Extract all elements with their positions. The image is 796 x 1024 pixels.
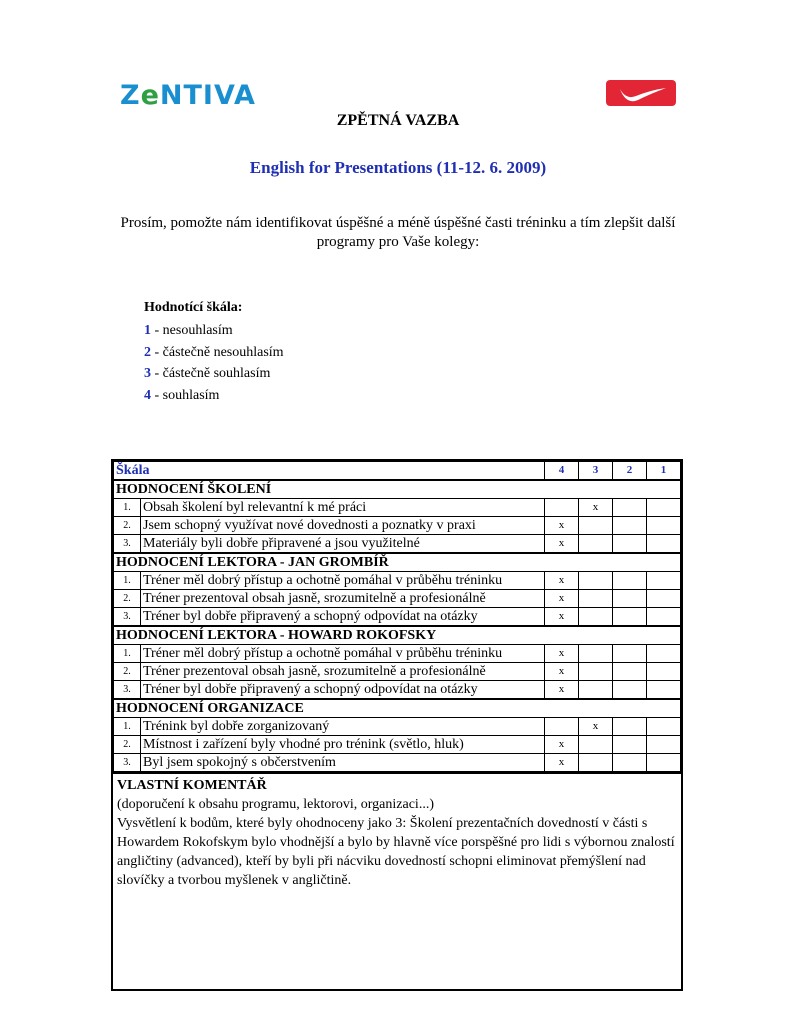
rating-cell-4[interactable]: x [545,754,579,772]
rating-cell-1[interactable] [647,718,681,736]
scale-column-label: Škála [114,462,545,481]
table-row [114,517,681,535]
question-text: Tréner měl dobrý přístup a ochotně pomáhal v průběhu tréninku [141,645,545,663]
question-text: Materiály byli dobře připravené a jsou využitelné [141,535,545,554]
table-row [114,736,681,754]
row-number: 3. [114,608,141,627]
scale-item: 1 - nesouhlasím [144,323,233,338]
question-text: Obsah školení byl relevantní k mé práci [141,499,545,517]
row-number: 2. [114,517,141,535]
rating-cell-2[interactable] [613,718,647,736]
section-title: HODNOCENÍ LEKTORA - JAN GROMBÍŘ [114,553,681,572]
rating-cell-3[interactable] [579,608,613,627]
question-text: Tréner byl dobře připravený a schopný odpovídat na otázky [141,608,545,627]
rating-cell-2[interactable] [613,754,647,772]
rating-cell-3[interactable] [579,590,613,608]
rating-cell-1[interactable] [647,645,681,663]
rating-cell-2[interactable] [613,499,647,517]
rating-header-4: 4 [545,462,579,481]
row-number: 2. [114,736,141,754]
rating-cell-3[interactable] [579,663,613,681]
question-text: Tréner prezentoval obsah jasně, srozumitelně a profesionálně [141,663,545,681]
rating-cell-4[interactable]: x [545,517,579,535]
table-row [114,590,681,608]
table-row [114,718,681,736]
rating-header-3: 3 [579,462,613,481]
rating-cell-3[interactable] [579,535,613,554]
rating-cell-2[interactable] [613,572,647,590]
row-number: 1. [114,572,141,590]
rating-cell-3[interactable] [579,736,613,754]
table-row [114,608,681,627]
row-number: 3. [114,754,141,772]
rating-header-2: 2 [613,462,647,481]
question-text: Byl jsem spokojný s občerstvením [141,754,545,772]
scale-item: 4 - souhlasím [144,387,220,403]
rating-cell-2[interactable] [613,663,647,681]
rating-cell-2[interactable] [613,608,647,627]
rating-cell-4[interactable]: x [545,535,579,554]
rating-cell-2[interactable] [613,681,647,700]
rating-cell-3[interactable] [579,754,613,772]
rating-cell-2[interactable] [613,736,647,754]
section-header-row [114,626,681,645]
rating-cell-2[interactable] [613,535,647,554]
rating-cell-1[interactable] [647,572,681,590]
rating-cell-3[interactable] [579,572,613,590]
rating-cell-2[interactable] [613,590,647,608]
table-row [114,645,681,663]
rating-cell-1[interactable] [647,590,681,608]
page-subtitle: English for Presentations (11-12. 6. 2009) [249,158,547,177]
page-title: ZPĚTNÁ VAZBA [336,112,460,129]
table-row [114,754,681,772]
feedback-form [111,459,683,991]
row-number: 2. [114,663,141,681]
rating-cell-1[interactable] [647,499,681,517]
question-text: Místnost i zařízení byly vhodné pro trénink (světlo, hluk) [141,736,545,754]
row-number: 3. [114,681,141,700]
rating-cell-4[interactable]: x [545,590,579,608]
table-row [114,663,681,681]
rating-cell-1[interactable] [647,535,681,554]
rating-cell-3[interactable]: x [579,499,613,517]
rating-cell-4[interactable]: x [545,681,579,700]
rating-cell-1[interactable] [647,663,681,681]
row-number: 1. [114,499,141,517]
comment-hint: (doporučení k obsahu programu, lektorovi, organizaci...) [117,797,434,812]
question-text: Tréner prezentoval obsah jasně, srozumitelně a profesionálně [141,590,545,608]
rating-cell-4[interactable] [545,718,579,736]
feedback-table [113,461,681,772]
question-text: Jsem schopný využívat nové dovednosti a poznatky v praxi [141,517,545,535]
rating-cell-1[interactable] [647,736,681,754]
rating-cell-4[interactable] [545,499,579,517]
rating-cell-1[interactable] [647,681,681,700]
rating-cell-2[interactable] [613,517,647,535]
scale-item: 3 - částečně souhlasím [144,366,271,381]
table-row [114,681,681,700]
intro-text: Prosím, pomožte nám identifikovat úspěšné a méně úspěšné časti tréninku a tím zlepšit další programy pro Vaše kolegy: [120,215,676,250]
comment-section [113,772,681,892]
rating-cell-3[interactable]: x [579,718,613,736]
table-row [114,499,681,517]
rating-scale-legend [144,300,284,406]
rating-cell-4[interactable]: x [545,663,579,681]
section-header-row [114,553,681,572]
zentiva-logo: ZeNTIVA [120,80,256,111]
table-header-row [114,462,681,481]
scale-heading: Hodnotící škála: [144,300,243,315]
row-number: 2. [114,590,141,608]
rating-cell-3[interactable] [579,517,613,535]
scale-item: 2 - částečně nesouhlasím [144,344,284,360]
rating-cell-4[interactable]: x [545,608,579,627]
question-text: Tréner měl dobrý přístup a ochotně pomáhal v průběhu tréninku [141,572,545,590]
rating-cell-1[interactable] [647,608,681,627]
rating-cell-3[interactable] [579,645,613,663]
rating-cell-4[interactable]: x [545,645,579,663]
section-title: HODNOCENÍ ŠKOLENÍ [114,480,681,499]
sanofi-logo [606,80,676,106]
question-text: Trénink byl dobře zorganizovaný [141,718,545,736]
table-row [114,535,681,554]
rating-cell-4[interactable]: x [545,736,579,754]
rating-cell-1[interactable] [647,517,681,535]
table-row [114,572,681,590]
rating-cell-4[interactable]: x [545,572,579,590]
row-number: 1. [114,645,141,663]
comment-heading: VLASTNÍ KOMENTÁŘ [117,778,267,793]
rating-cell-3[interactable] [579,681,613,700]
rating-cell-2[interactable] [613,645,647,663]
section-header-row [114,480,681,499]
section-header-row [114,699,681,718]
question-text: Tréner byl dobře připravený a schopný odpovídat na otázky [141,681,545,700]
rating-cell-1[interactable] [647,754,681,772]
rating-header-1: 1 [647,462,681,481]
section-title: HODNOCENÍ LEKTORA - HOWARD ROKOFSKY [114,626,681,645]
row-number: 3. [114,535,141,554]
section-title: HODNOCENÍ ORGANIZACE [114,699,681,718]
comment-text[interactable]: Vysvětlení k bodům, které byly ohodnoceny jako 3: Školení prezentačních dovedností v části s Howardem Rokofskym bylo vhodnější a bylo by hlavně více porspěšné pro lidi s výbornou znalostí angličtiny (advanced), kteří by byli při nácviku dovedností schopni eliminovat přemýšlení nad slovíčky a tvorbou myšlenek v angličtině. [117,816,675,888]
row-number: 1. [114,718,141,736]
